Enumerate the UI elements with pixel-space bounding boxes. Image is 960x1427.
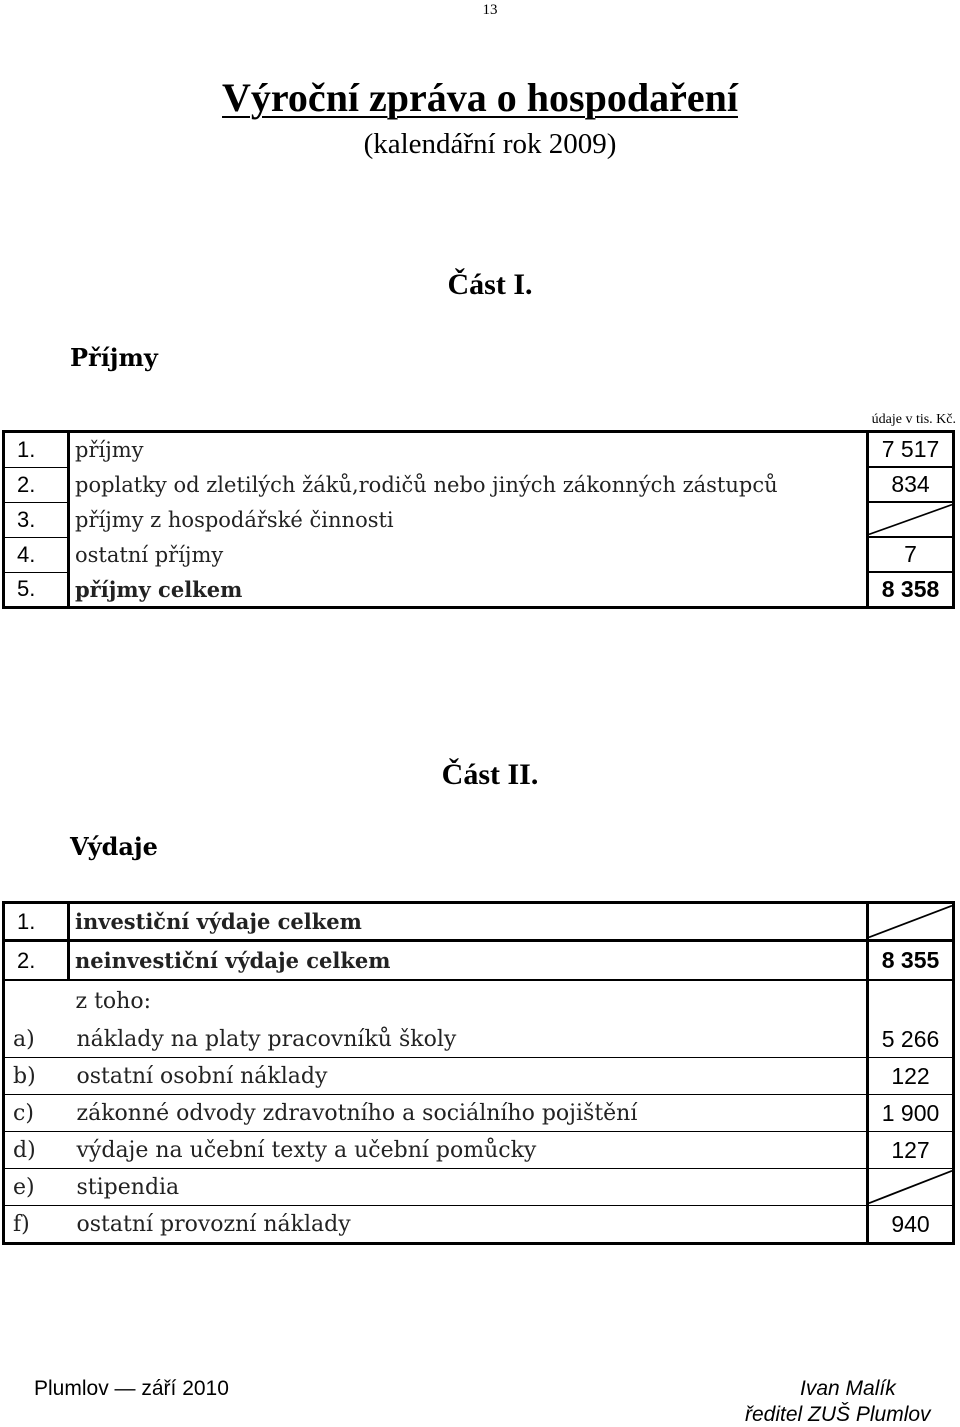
part-1-heading: Část I. [447, 268, 533, 301]
expenses-section-heading: Výdaje [70, 832, 158, 861]
row-number: 5. [4, 572, 69, 608]
row-number: 4. [4, 537, 69, 572]
table-row [4, 467, 954, 502]
row-letter: b) [4, 1058, 69, 1095]
row-letter: e) [4, 1169, 69, 1206]
row-value: 8 358 [868, 572, 954, 608]
table-row [4, 432, 954, 468]
row-value: 7 517 [868, 432, 954, 468]
row-value: 834 [868, 467, 954, 502]
row-value: 127 [868, 1132, 954, 1169]
diagonal-line-icon [869, 904, 952, 939]
table-row [4, 903, 954, 941]
footer-signer-role: ředitel ZUŠ Plumlov [745, 1403, 931, 1426]
income-table [2, 430, 955, 609]
row-number: 2. [4, 467, 69, 502]
row-letter: a) [13, 1026, 35, 1052]
row-label: stipendia [69, 1169, 868, 1206]
diagonal-line-icon [869, 503, 952, 536]
table-row [4, 1021, 954, 1058]
table-row [4, 941, 954, 981]
row-label: ostatní provozní náklady [69, 1206, 868, 1244]
footer-signer-name: Ivan Malík [800, 1377, 896, 1400]
part-2-heading: Část II. [441, 758, 539, 791]
row-number: 1. [4, 903, 69, 941]
row-value: 122 [868, 1058, 954, 1095]
row-label: neinvestiční výdaje celkem [69, 941, 868, 981]
row-label: zákonné odvody zdravotního a sociálního pojištění [69, 1095, 868, 1132]
units-note: údaje v tis. Kč. [871, 412, 956, 427]
empty-value-slash [868, 1169, 954, 1206]
row-letter: f) [4, 1206, 69, 1244]
row-number: 2. [4, 941, 69, 981]
row-label: ostatní osobní náklady [69, 1058, 868, 1095]
row-value: 8 355 [868, 941, 954, 981]
report-subtitle: (kalendářní rok 2009) [363, 128, 617, 160]
table-row [4, 1206, 954, 1244]
row-value: 5 266 [868, 1021, 954, 1058]
row-number: 1. [4, 432, 69, 468]
table-row [4, 1132, 954, 1169]
table-row [4, 1095, 954, 1132]
table-row [4, 1169, 954, 1206]
row-label: náklady na platy pracovníků školy [76, 1026, 457, 1052]
table-row [4, 572, 954, 608]
row-label: příjmy [75, 438, 144, 462]
row-label: poplatky od zletilých žáků,rodičů nebo jiných zákonných zástupců [75, 472, 778, 497]
table-row [4, 502, 954, 537]
row-label: ostatní příjmy [75, 542, 224, 567]
row-label: příjmy celkem [75, 576, 243, 602]
empty-value-slash [868, 903, 954, 941]
row-value: 1 900 [868, 1095, 954, 1132]
row-letter: d) [4, 1132, 69, 1169]
row-label: příjmy z hospodářské činnosti [75, 507, 394, 532]
of-which-row [4, 980, 954, 1021]
expenses-table [2, 901, 955, 1245]
income-section-heading: Příjmy [70, 343, 158, 372]
row-label: investiční výdaje celkem [69, 903, 868, 941]
diagonal-line-icon [869, 1169, 952, 1205]
empty-value-slash [868, 502, 954, 537]
row-number: 3. [4, 502, 69, 537]
row-label: výdaje na učební texty a učební pomůcky [69, 1132, 868, 1169]
row-letter: c) [4, 1095, 69, 1132]
report-title: Výroční zpráva o hospodaření [222, 75, 738, 120]
footer-place-date: Plumlov — září 2010 [34, 1377, 229, 1400]
row-value: 940 [868, 1206, 954, 1244]
page-number: 13 [482, 2, 498, 18]
table-row [4, 537, 954, 572]
of-which-label: z toho: [75, 988, 151, 1014]
table-row [4, 1058, 954, 1095]
row-value: 7 [868, 537, 954, 572]
